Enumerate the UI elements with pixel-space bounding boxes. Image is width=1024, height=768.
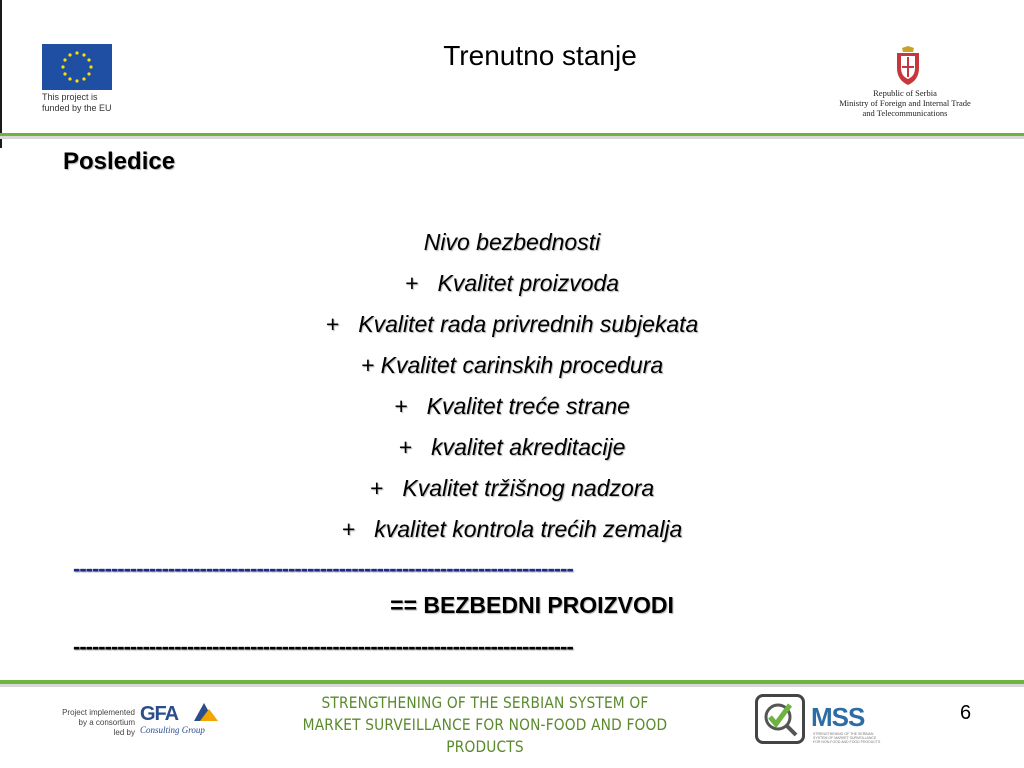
serbia-caption-line-2: Ministry of Foreign and Internal Trade xyxy=(839,98,971,108)
header-divider-shadow xyxy=(0,136,1024,139)
mss-caption: STRENGTHENING OF THE SERBIAN SYSTEM OF MARKET SURVEILLANCE FOR NON-FOOD AND FOOD PRODUCTS xyxy=(813,732,881,744)
project-title xyxy=(266,692,705,758)
content-line: + Kvalitet rada privrednih subjekata xyxy=(325,311,699,337)
content-line: + Kvalitet proizvoda xyxy=(404,270,620,296)
result-line: == BEZBEDNI PROIZVODI xyxy=(390,592,674,618)
content-line: + Kvalitet tržišnog nadzora xyxy=(369,475,655,501)
consortium-line-3: led by xyxy=(113,728,135,737)
eu-caption-line-2: funded by the EU xyxy=(42,103,112,113)
serbia-ministry-caption xyxy=(820,88,990,118)
eu-caption xyxy=(42,92,152,114)
footer-divider-shadow xyxy=(0,684,1024,687)
consortium-line-2: by a consortium xyxy=(78,718,135,727)
section-subtitle: Posledice xyxy=(63,148,176,175)
content-list xyxy=(0,222,1024,550)
serbia-caption-line-3: and Telecommunications xyxy=(862,108,948,118)
mss-name: MSS xyxy=(811,702,865,732)
slide-title: Trenutno stanje xyxy=(443,40,637,71)
consortium-caption xyxy=(55,708,135,738)
consortium-line-1: Project implemented xyxy=(62,708,135,717)
page-number: 6 xyxy=(960,702,972,724)
gfa-subtitle: Consulting Group xyxy=(140,725,205,735)
dashed-separator-blue: ------------------------------------------------------------------------------- xyxy=(73,558,573,580)
mss-logo xyxy=(755,694,885,746)
project-title-line-1: STRENGTHENING OF THE SERBIAN SYSTEM OF xyxy=(321,693,649,712)
gfa-name: GFA xyxy=(140,703,179,725)
gfa-logo xyxy=(140,703,220,739)
content-line: + Kvalitet carinskih procedura xyxy=(360,352,664,378)
content-line: + Kvalitet treće strane xyxy=(394,393,630,419)
eu-stars-icon xyxy=(42,44,112,90)
eu-caption-line-1: This project is xyxy=(42,92,98,102)
eu-flag-logo xyxy=(42,44,112,90)
content-line: + kvalitet kontrola trećih zemalja xyxy=(341,516,683,542)
content-line: Nivo bezbednosti xyxy=(423,229,601,255)
left-edge-bar xyxy=(0,0,2,148)
serbia-coat-of-arms-icon xyxy=(893,46,923,91)
gfa-triangle-accent-icon xyxy=(200,709,218,721)
project-title-line-2: MARKET SURVEILLANCE FOR NON-FOOD AND FOOD PRODUCTS xyxy=(302,715,668,756)
content-line: + kvalitet akreditacije xyxy=(398,434,626,460)
mss-checkmark-icon xyxy=(755,694,805,744)
serbia-caption-line-1: Republic of Serbia xyxy=(873,88,937,98)
dashed-separator-black: ------------------------------------------------------------------------------- xyxy=(73,636,573,658)
